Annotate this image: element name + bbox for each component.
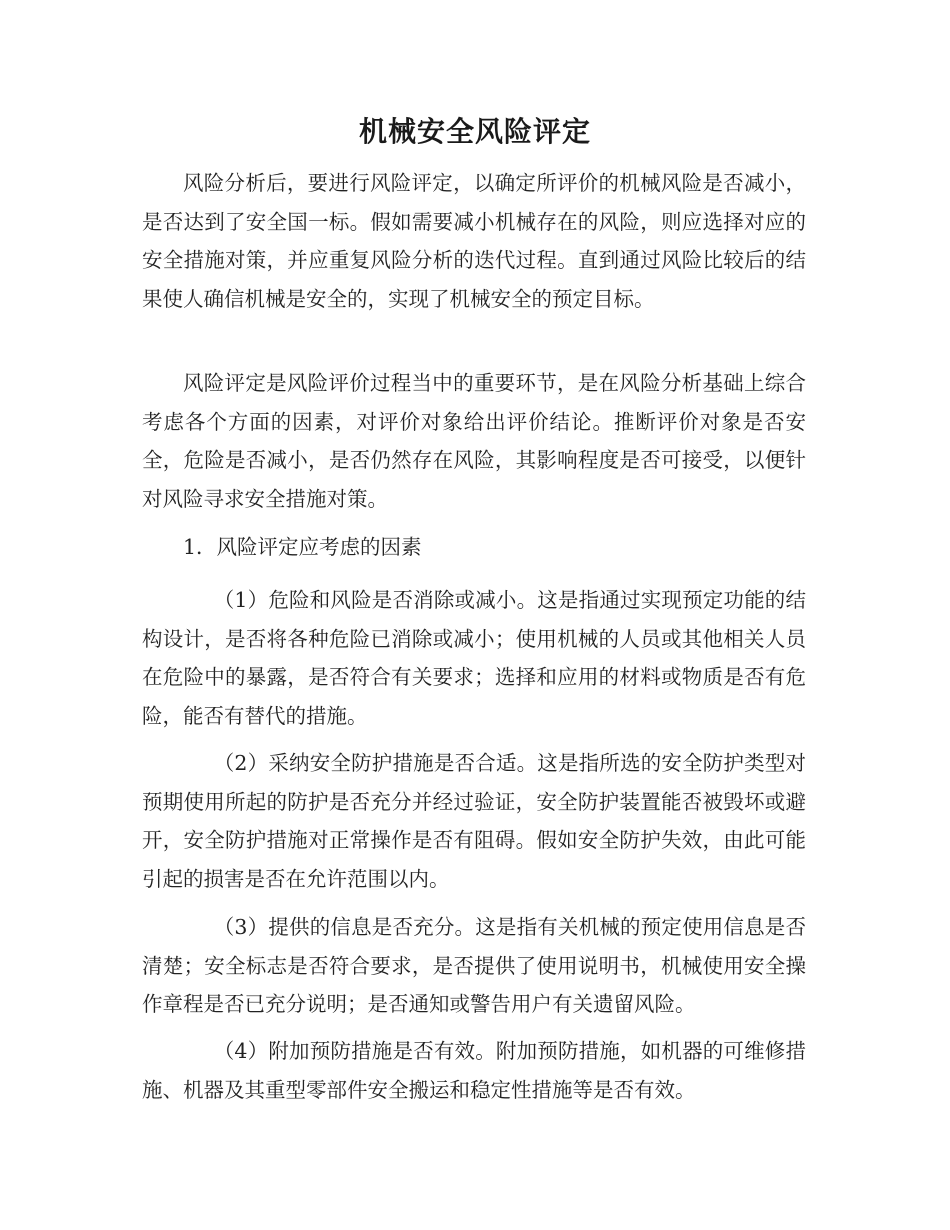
list-item-3: （3）提供的信息是否充分。这是指有关机械的预定使用信息是否清楚；安全标志是否符合要求，是否提供了使用说明书，机械使用安全操作章程是否已充分说明；是否通知或警告用户有关遗留风险。 (142, 915, 806, 1016)
list-item-4: （4）附加预防措施是否有效。附加预防措施，如机器的可维修措施、机器及其重型零部件安全搬运和稳定性措施等是否有效。 (142, 1039, 806, 1102)
list-item-1: （1）危险和风险是否消除或减小。这是指通过实现预定功能的结构设计，是否将各种危险已消除或减小；使用机械的人员或其他相关人员在危险中的暴露，是否符合有关要求；选择和应用的材料或物质是否有危险，能否有替代的措施。 (142, 588, 806, 728)
list-item-2: （2）采纳安全防护措施是否合适。这是指所选的安全防护类型对预期使用所起的防护是否充分并经过验证，安全防护装置能否被毁坏或避开，安全防护措施对正常操作是否有阻碍。假如安全防护失效，由此可能引起的损害是否在允许范围以内。 (142, 751, 806, 891)
section-heading: 1．风险评定应考虑的因素 (183, 535, 422, 559)
document-title: 机械安全风险评定 (358, 115, 591, 148)
definition-paragraph: 风险评定是风险评价过程当中的重要环节，是在风险分析基础上综合考虑各个方面的因素，对评价对象给出评价结论。推断评价对象是否安全，危险是否减小，是否仍然存在风险，其影响程度是否可接受，以便针对风险寻求安全措施对策。 (142, 371, 806, 511)
intro-paragraph: 风险分析后，要进行风险评定，以确定所评价的机械风险是否减小，是否达到了安全国一标。假如需要减小机械存在的风险，则应选择对应的安全措施对策，并应重复风险分析的迭代过程。直到通过风险比较后的结果使人确信机械是安全的，实现了机械安全的预定目标。 (142, 171, 806, 311)
